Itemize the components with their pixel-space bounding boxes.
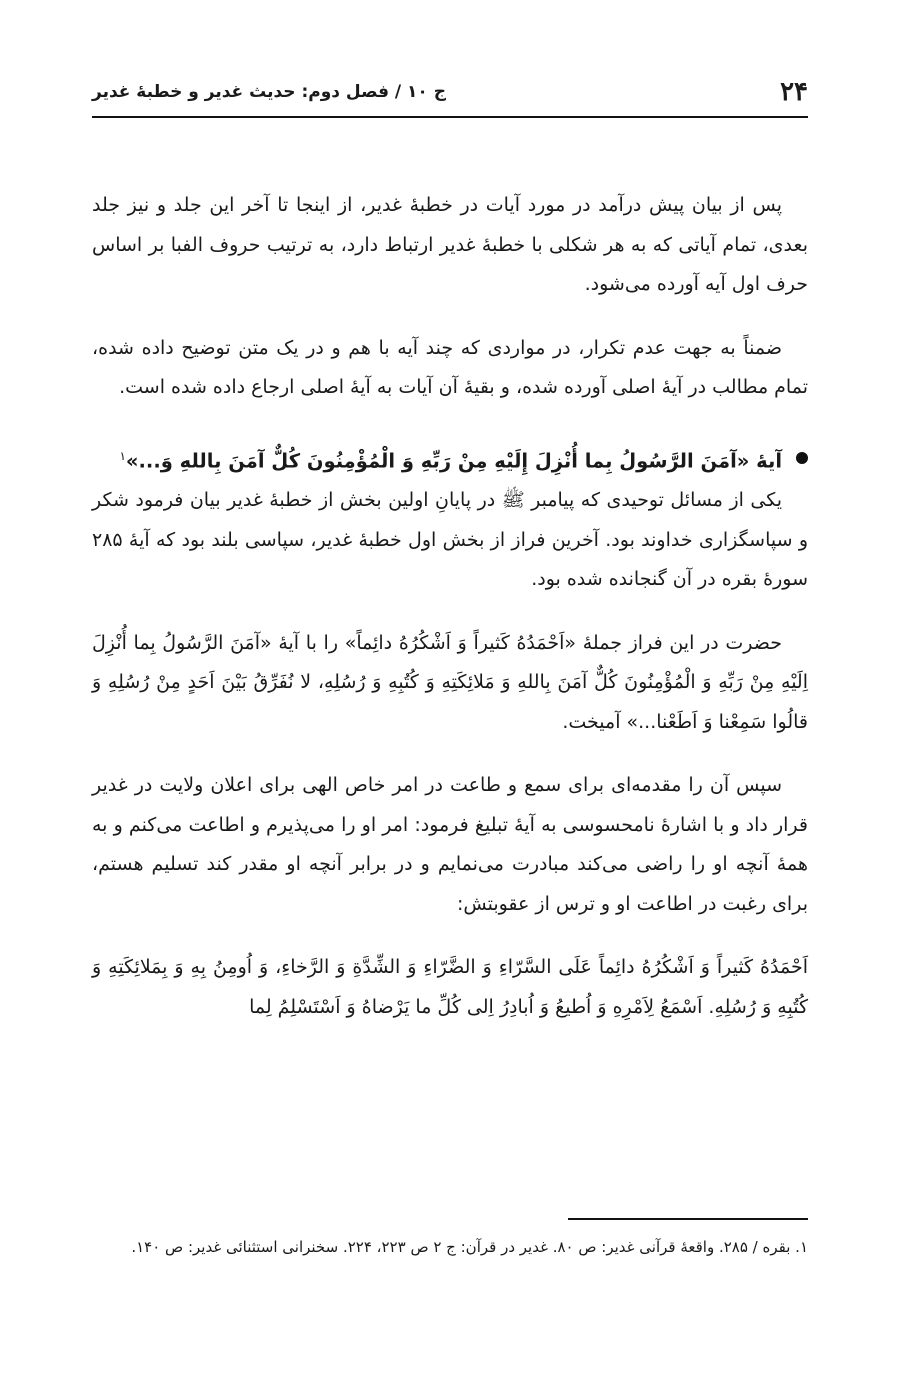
paragraph-obedience: سپس آن را مقدمه‌ای برای سمع و طاعت در امر خاص الهی برای اعلان ولایت در غدیر قرار داد و با اشارهٔ نامحسوسی به آیهٔ تبلیغ فرمود: امر او را می‌پذیرم و اطاعت می‌کنم و به همهٔ آنچه او را راضی می‌کند مبادرت می‌نمایم و در برابر آنچه او مقدر کند تسلیم هستم، برای رغبت در اطاعت او و ترس از عقوبتش: — [92, 774, 808, 915]
page-number: ۲۴ — [780, 77, 808, 107]
paragraph-intro: پس از بیان پیش درآمد در مورد آیات در خطبهٔ غدیر، از اینجا تا آخر این جلد و نیز جلد بعدی، تمام آیاتی که به هر شکلی با خطبهٔ غدیر ارتباط دارد، به ترتیب حروف الفبا بر اساس حرف اول آیه آورده می‌شود. — [92, 194, 808, 295]
footnote-divider — [568, 1218, 808, 1220]
footnote-reference[interactable]: ۱ — [119, 448, 126, 463]
verse-heading — [92, 436, 808, 482]
bullet-icon — [796, 452, 808, 464]
paragraph-sermon-summary: یکی از مسائل توحیدی که پیامبر ﷺ در پایانِ اولین بخش از خطبهٔ غدیر بیان فرمود شکر و سپاسگزاری خداوند بود. آخرین فراز از بخش اول خطبهٔ غدیر، سپاسی بلند بود که آیهٔ ۲۸۵ سورهٔ بقره در آن گنجانده شده بود. — [92, 489, 808, 590]
running-header — [92, 68, 808, 118]
paragraph-verse-blend: حضرت در این فراز جملهٔ «اَحْمَدُهُ كَثيراً وَ اَشْكُرُهُ دائِماً» را با آیهٔ «آمَنَ الرَّسُولُ بِما أُنْزِلَ اِلَيْهِ مِنْ رَبِّهِ وَ الْمُؤْمِنُونَ كُلٌّ آمَنَ بِاللهِ وَ مَلائِكَتِهِ وَ كُتُبِهِ وَ رُسُلِهِ، لا نُفَرِّقُ بَيْنَ اَحَدٍ مِنْ رُسُلِهِ وَ قالُوا سَمِعْنا وَ اَطَعْنا...» آمیخت. — [92, 631, 808, 733]
verse-heading-text: آیهٔ «آمَنَ الرَّسُولُ بِما أُنْزِلَ إِلَيْهِ مِنْ رَبِّهِ وَ الْمُؤْمِنُونَ كُلٌّ آمَنَ بِاللهِ وَ...»$^۱$ — [119, 448, 782, 472]
paragraph-arabic-quote: اَحْمَدُهُ كَثيراً وَ اَشْكُرُهُ دائِماً عَلَى السَّرّاءِ وَ الضَّرّاءِ وَ الشِّدَّةِ وَ الرَّخاءِ، وَ اُومِنُ بِهِ وَ بِمَلائِكَتِهِ وَ كُتُبِهِ وَ رُسُلِهِ. اَسْمَعُ لِاَمْرِهِ وَ اُطيعُ وَ اُبادِرُ اِلى كُلِّ ما يَرْضاهُ وَ اَسْتَسْلِمُ لِما — [92, 956, 808, 1018]
footnote: ۱. بقره / ۲۸۵. واقعهٔ قرآنی غدیر: ص ۸۰. غدیر در قرآن: ج ۲ ص ۲۲۳، ۲۲۴. سخنرانی استثنائی غدیر: ص ۱۴۰. — [131, 1238, 808, 1256]
running-title: ج ۱۰ / فصل دوم: حدیث غدیر و خطبهٔ غدیر — [92, 82, 446, 102]
body-text — [92, 186, 808, 1051]
paragraph-repetition-note: ضمناً به جهت عدم تکرار، در مواردی که چند آیه با هم و در یک متن توضیح داده شده، تمام مطالب در آیهٔ اصلی آورده شده، و بقیهٔ آن آیات به آیهٔ اصلی ارجاع داده شده است. — [92, 336, 808, 398]
book-page — [92, 0, 808, 1390]
